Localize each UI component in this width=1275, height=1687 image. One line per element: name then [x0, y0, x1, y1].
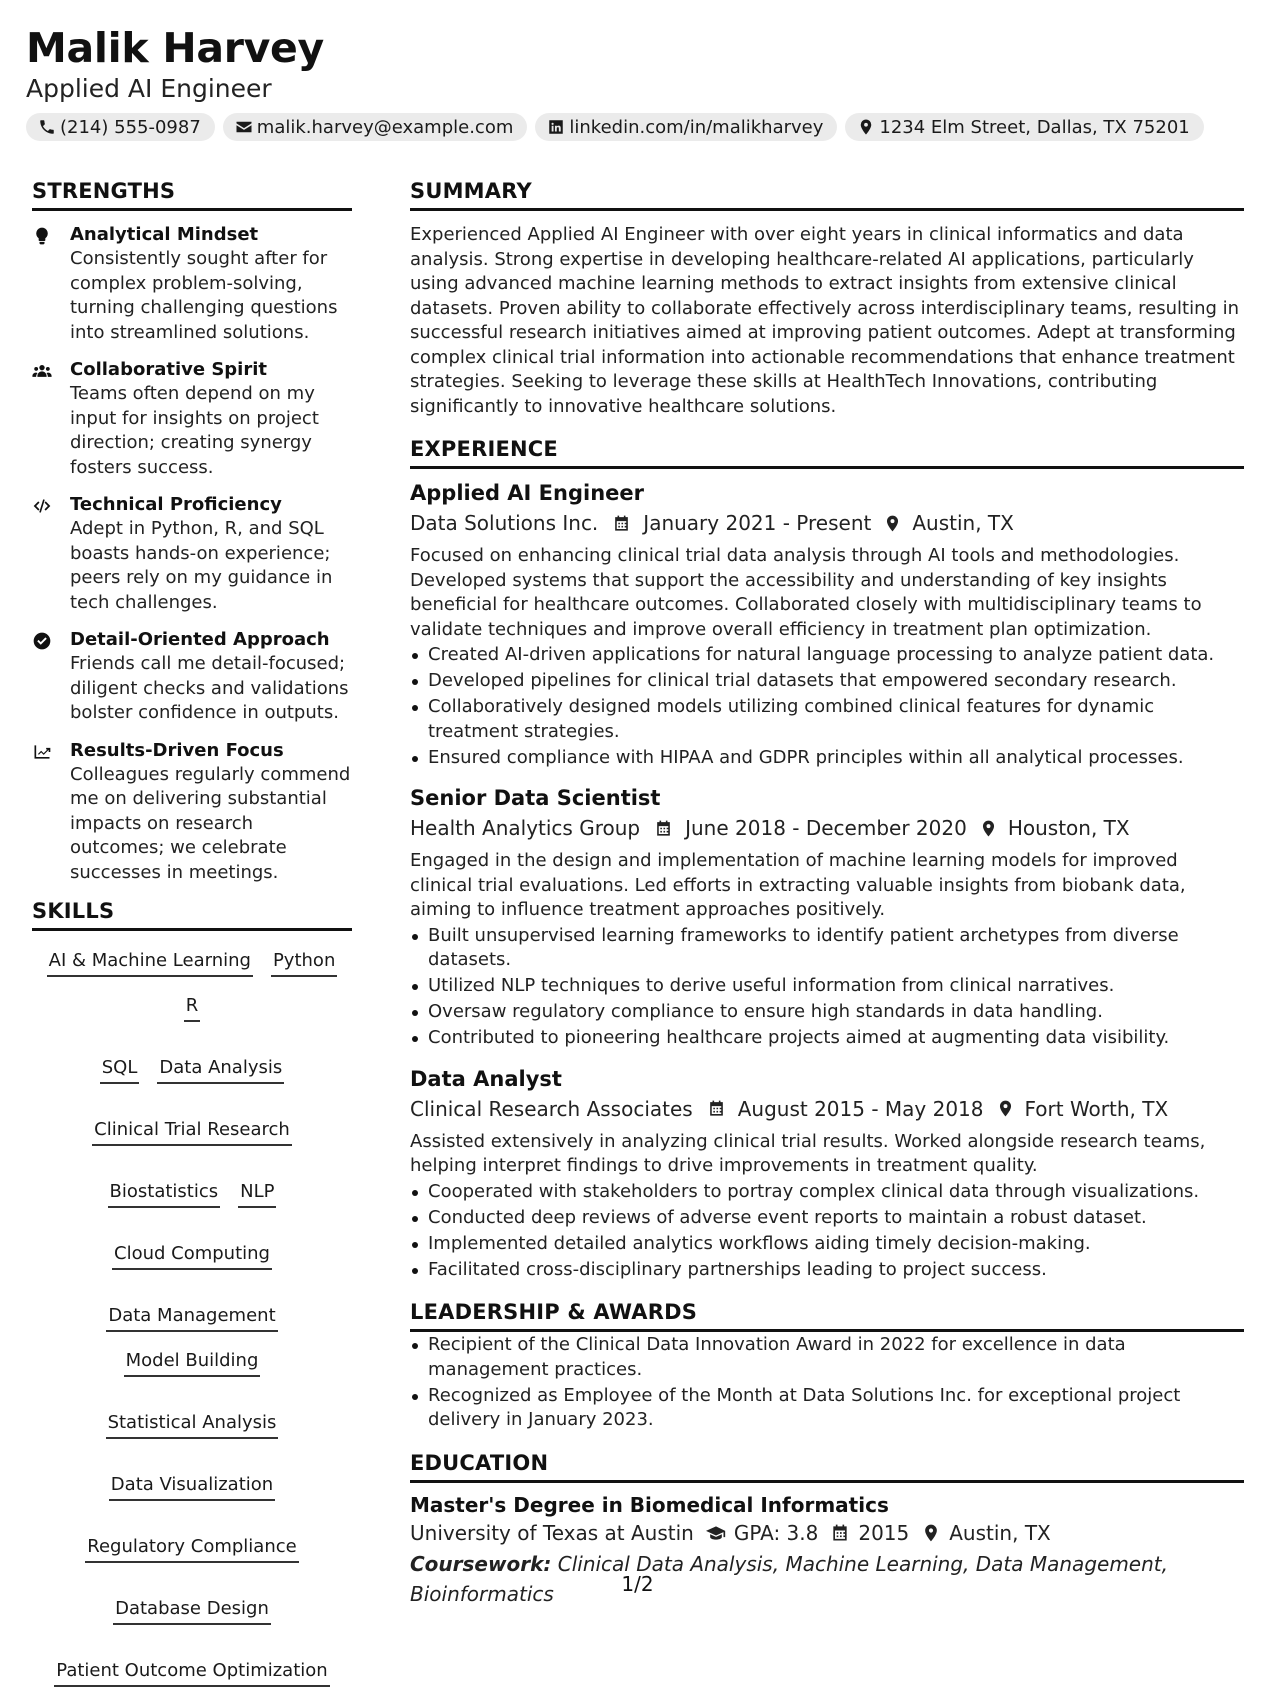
strengths-list	[32, 223, 352, 885]
job-dates: June 2018 - December 2020	[685, 816, 967, 840]
skill-tag: Data Visualization	[109, 1473, 275, 1501]
job-description: Focused on enhancing clinical trial data analysis through AI tools and methodologies. Developed systems that support the accessibility and understanding of key insights beneficial for healthcare outcomes. Collaborated closely with multidisciplinary teams to validate techniques and improve overall efficiency in treatment plan optimization.	[410, 545, 1202, 640]
bullet-item: Implemented detailed analytics workflows aiding timely decision-making.	[410, 1232, 1244, 1257]
strength-item	[32, 493, 352, 615]
address-chip[interactable]	[845, 113, 1203, 141]
skill-tag: Biostatistics	[108, 1180, 221, 1208]
job-bullets	[410, 924, 1244, 1051]
experience-heading: EXPERIENCE	[410, 436, 1244, 469]
job-bullets	[410, 1180, 1244, 1283]
strength-desc: Colleagues regularly commend me on delivering substantial impacts on research outcomes; we celebrate successes in meetings.	[70, 763, 351, 883]
job-description: Engaged in the design and implementation of machine learning models for improved clinical trial evaluations. Led efforts in extracting valuable insights from biobank data, aiming to influence treatment approaches positively.	[410, 850, 1186, 920]
resume-header	[26, 24, 1246, 141]
strength-desc: Adept in Python, R, and SQL boasts hands-on experience; peers rely on my guidance in tech challenges.	[70, 518, 333, 613]
skill-tag: R	[184, 994, 201, 1022]
strength-title: Collaborative Spirit	[70, 359, 267, 380]
map-pin-icon	[996, 1099, 1015, 1118]
skill-tag: Patient Outcome Optimization	[54, 1659, 329, 1687]
job-title: Applied AI Engineer	[410, 481, 644, 505]
bullet-item: Developed pipelines for clinical trial datasets that empowered secondary research.	[410, 669, 1244, 694]
strength-desc: Teams often depend on my input for insights on project direction; creating synergy fosters success.	[70, 383, 319, 478]
contact-bar	[26, 113, 1246, 141]
candidate-title: Applied AI Engineer	[26, 74, 272, 103]
job-entry	[410, 1065, 1244, 1283]
bullet-item: Created AI-driven applications for natural language processing to analyze patient data.	[410, 643, 1244, 668]
job-company: Clinical Research Associates	[410, 1096, 693, 1121]
job-meta	[410, 508, 1244, 538]
job-location: Houston, TX	[1007, 816, 1130, 840]
skill-tag: NLP	[238, 1180, 276, 1208]
strength-item	[32, 358, 352, 480]
education-heading: EDUCATION	[410, 1450, 1244, 1483]
job-title: Senior Data Scientist	[410, 786, 661, 810]
skill-tag: Python	[271, 949, 337, 977]
chart-line-icon	[32, 742, 52, 762]
coursework-list: Clinical Data Analysis, Machine Learning, Data Management, Bioinformatics	[410, 1551, 1168, 1606]
bullet-item: Conducted deep reviews of adverse event reports to maintain a robust dataset.	[410, 1206, 1244, 1231]
job-location: Austin, TX	[912, 511, 1014, 535]
linkedin-text: linkedin.com/in/malikharvey	[569, 116, 824, 138]
calendar-icon	[612, 514, 631, 533]
right-column	[410, 178, 1244, 1609]
strength-title: Analytical Mindset	[70, 224, 259, 245]
awards-heading: LEADERSHIP & AWARDS	[410, 1299, 1244, 1332]
calendar-icon	[830, 1523, 850, 1543]
check-circle-icon	[32, 631, 52, 651]
linkedin-icon	[547, 118, 565, 136]
strength-desc: Consistently sought after for complex problem-solving, turning challenging questions into streamlined solutions.	[70, 248, 338, 343]
strength-title: Detail-Oriented Approach	[70, 629, 330, 650]
page-number: 1/2	[621, 1572, 654, 1596]
school-location: Austin, TX	[949, 1520, 1051, 1545]
envelope-icon	[235, 118, 253, 136]
skills-heading: SKILLS	[32, 898, 352, 931]
skill-tag: Data Management	[106, 1304, 277, 1332]
phone-text: (214) 555-0987	[60, 116, 201, 138]
job-company: Health Analytics Group	[410, 816, 641, 840]
map-pin-icon	[979, 819, 998, 838]
skill-tag: Database Design	[113, 1597, 271, 1625]
coursework-label: Coursework:	[410, 1551, 552, 1576]
skill-tag: Regulatory Compliance	[85, 1535, 298, 1563]
job-title: Data Analyst	[410, 1066, 562, 1091]
skill-tag: AI & Machine Learning	[47, 949, 253, 977]
address-text: 1234 Elm Street, Dallas, TX 75201	[879, 116, 1190, 138]
job-meta	[410, 1094, 1244, 1124]
email-text: malik.harvey@example.com	[256, 116, 514, 138]
job-meta	[410, 813, 1244, 843]
skill-tag: Data Analysis	[157, 1056, 284, 1084]
job-entry	[410, 479, 1244, 770]
email-chip[interactable]	[223, 113, 528, 141]
skill-tag: Cloud Computing	[112, 1242, 272, 1270]
awards-list	[410, 1333, 1244, 1433]
job-location: Fort Worth, TX	[1024, 1096, 1169, 1121]
graduation-year: 2015	[858, 1520, 910, 1545]
bullet-item: Cooperated with stakeholders to portray complex clinical data through visualizations.	[410, 1180, 1244, 1205]
gpa-text: GPA: 3.8	[733, 1520, 819, 1545]
skill-tag: Clinical Trial Research	[92, 1118, 292, 1146]
award-item: Recognized as Employee of the Month at Data Solutions Inc. for exceptional project delivery in January 2023.	[410, 1384, 1244, 1433]
strength-title: Technical Proficiency	[70, 494, 282, 515]
degree-title: Master's Degree in Biomedical Informatics	[410, 1492, 889, 1517]
strengths-heading: STRENGTHS	[32, 178, 352, 211]
bullet-item: Utilized NLP techniques to derive useful information from clinical narratives.	[410, 974, 1244, 999]
skill-tag: SQL	[100, 1056, 140, 1084]
bullet-item: Facilitated cross-disciplinary partnerships leading to project success.	[410, 1258, 1244, 1283]
job-description: Assisted extensively in analyzing clinical trial results. Worked alongside research teams, helping interpret findings to drive improvements in treatment quality.	[410, 1130, 1206, 1176]
lightbulb-icon	[32, 226, 52, 246]
left-column	[32, 178, 352, 1687]
strength-item	[32, 739, 352, 886]
summary-text: Experienced Applied AI Engineer with over eight years in clinical informatics and data analysis. Strong expertise in developing healthcare-related AI applications, particularly using advanced machine learning methods to extract insights from extensive clinical datasets. Proven ability to collaborate effectively across interdisciplinary teams, resulting in successful research initiatives aimed at improving patient outcomes. Adept at transforming complex clinical trial information into actionable recommendations that enhance treatment strategies. Seeking to leverage these skills at HealthTech Innovations, contributing significantly to innovative healthcare solutions.	[410, 224, 1240, 417]
bullet-item: Ensured compliance with HIPAA and GDPR principles within all analytical processes.	[410, 746, 1244, 771]
phone-chip[interactable]	[26, 113, 215, 141]
skill-tag: Statistical Analysis	[106, 1411, 279, 1439]
school-name: University of Texas at Austin	[410, 1520, 694, 1545]
bullet-item: Contributed to pioneering healthcare projects aimed at augmenting data visibility.	[410, 1026, 1244, 1051]
strength-item	[32, 628, 352, 726]
candidate-name: Malik Harvey	[26, 24, 324, 72]
job-bullets	[410, 643, 1244, 770]
bullet-item: Built unsupervised learning frameworks to identify patient archetypes from diverse datasets.	[410, 924, 1244, 973]
job-company: Data Solutions Inc.	[410, 511, 599, 535]
phone-icon	[38, 118, 56, 136]
linkedin-chip[interactable]	[535, 113, 837, 141]
map-pin-icon	[883, 514, 902, 533]
map-pin-icon	[921, 1523, 941, 1543]
award-item: Recipient of the Clinical Data Innovation Award in 2022 for excellence in data management practices.	[410, 1333, 1244, 1382]
job-entry	[410, 784, 1244, 1051]
calendar-icon	[707, 1099, 726, 1118]
strength-item	[32, 223, 352, 345]
code-icon	[32, 496, 52, 516]
calendar-icon	[654, 819, 673, 838]
job-dates: August 2015 - May 2018	[737, 1096, 984, 1121]
bullet-item: Oversaw regulatory compliance to ensure high standards in data handling.	[410, 1000, 1244, 1025]
graduation-cap-icon	[706, 1523, 726, 1543]
skill-tag: Model Building	[124, 1349, 261, 1377]
strength-title: Results-Driven Focus	[70, 739, 284, 761]
users-icon	[32, 361, 52, 381]
education-meta	[410, 1518, 1244, 1548]
summary-heading: SUMMARY	[410, 178, 1244, 211]
strength-desc: Friends call me detail-focused; diligent checks and validations bolster confidence in outputs.	[70, 653, 349, 723]
job-dates: January 2021 - Present	[643, 511, 872, 535]
bullet-item: Collaboratively designed models utilizing combined clinical features for dynamic treatment strategies.	[410, 695, 1244, 744]
map-pin-icon	[857, 118, 875, 136]
